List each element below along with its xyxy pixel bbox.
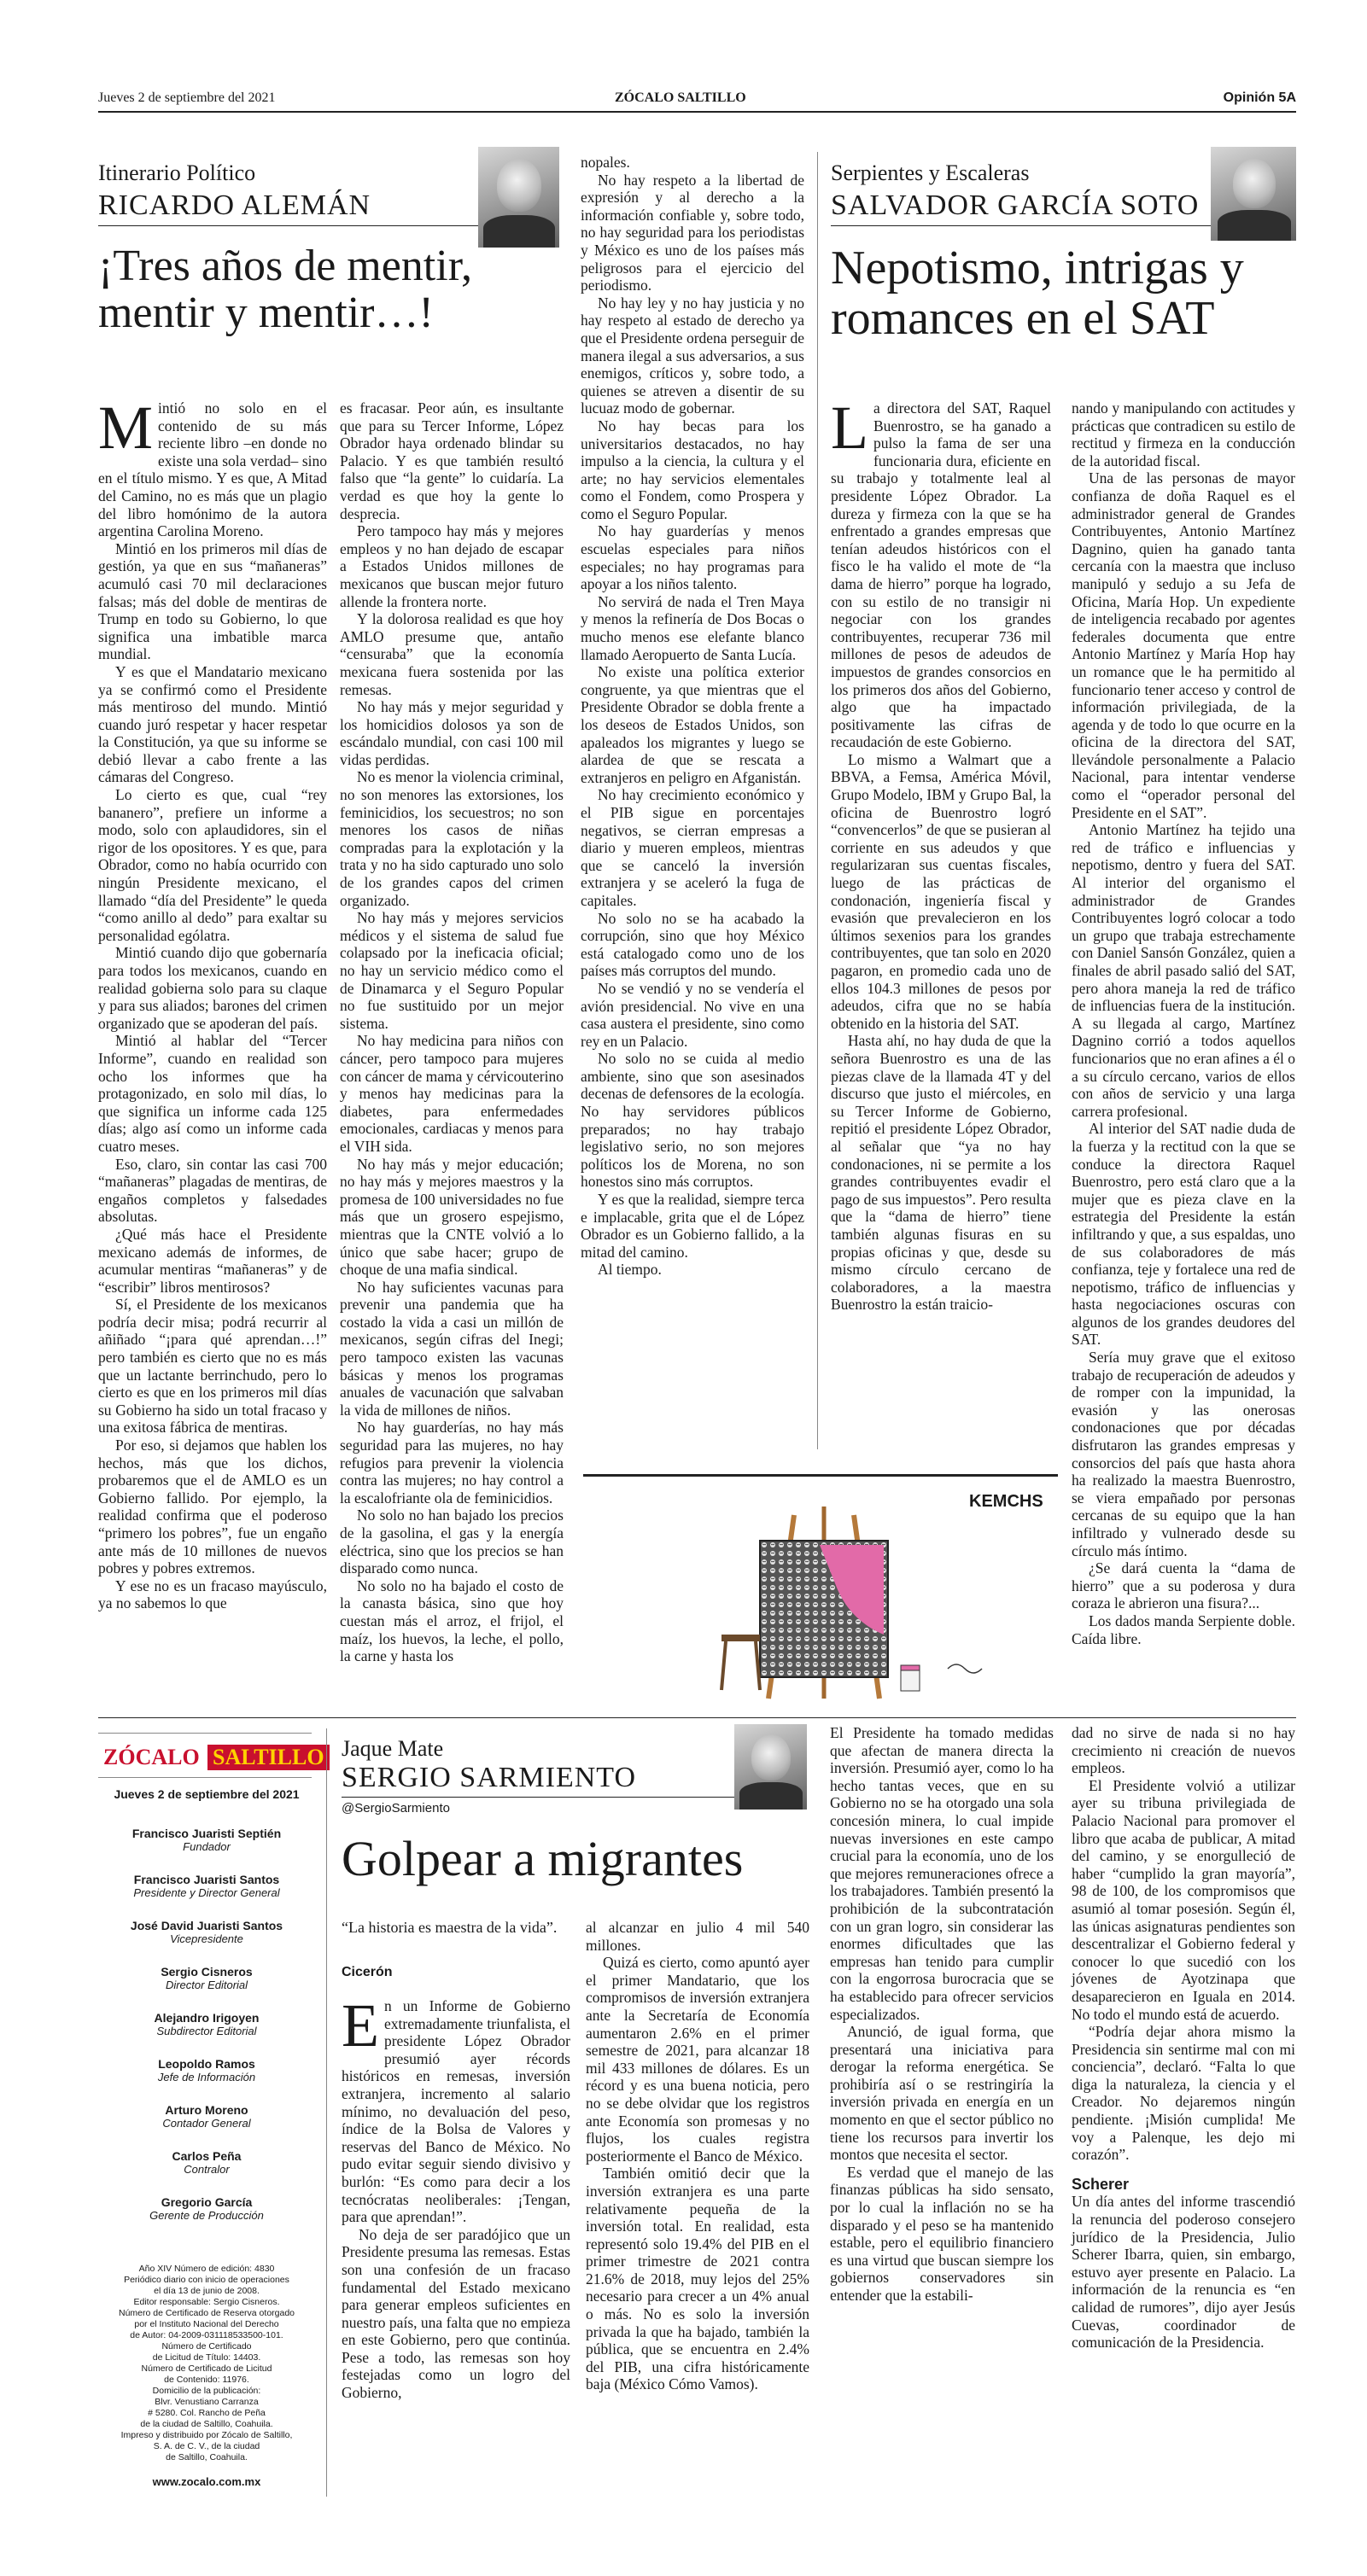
- paragraph: Mintió al hablar del “Tercer Informe”, cuando en realidad son ocho los informes que ha protagonizado, en solo mil días, lo que significa un informe cada 125 días; algo así como un informe cada cuatro meses.: [98, 1032, 327, 1155]
- sarmiento-dropcap: E: [342, 1991, 379, 2060]
- cartoon-artist: KEMCHS: [969, 1492, 1043, 1511]
- logo-saltillo: SALTILLO: [207, 1745, 330, 1770]
- staff-role: Jefe de Información: [157, 2071, 256, 2084]
- legal-line: Domicilio de la publicación:: [152, 2386, 261, 2396]
- paragraph: “Podría dejar ahora mismo la Presidencia sin sentirme mal con mi conciencia”, declaró. “Falta lo que diga la naturaleza, la ciencia y el Creador. No dejaremos ningún pendiente. ¡Misión cumplida! Me voy a Palenque, les dejo mi corazón”.: [1072, 2023, 1295, 2164]
- sarmiento-handle[interactable]: @SergioSarmiento: [342, 1801, 450, 1815]
- sarmiento-section-tag: Jaque Mate: [342, 1736, 444, 1761]
- staff-name: Carlos Peña: [172, 2149, 242, 2163]
- paragraph: Los dados manda Serpiente doble. Caída libre.: [1072, 1611, 1295, 1647]
- legal-line: de Licitud de Título: 14403.: [152, 2352, 261, 2363]
- soto-headline: Nepotismo, intrigas y romances en el SAT: [831, 242, 1244, 345]
- paragraph: Por eso, si dejamos que hablen los hechos, más que los dichos, probaremos que el de AMLO es un Gobierno fallido. Por ejemplo, la realidad confirma que el poderoso “primero los pobres”, fue un engaño ante más de 10 millones de nuevos pobres y pobres extremos.: [98, 1437, 327, 1577]
- paragraph: Hasta ahí, no hay duda de que la señora Buenrostro es una de las piezas clave de la llamada 4T y del discurso que justo el miércoles, en su Tercer Informe de Gobierno, repitió el presidente López Obrador, al señalar que “ya no hay condonaciones, ni se permite a los grandes contribuyentes evadir el pago de sus impuestos”. Pero resulta que la “dama de hierro” tiene también algunas fisuras en su propias oficinas y que, desde su mismo círculo cercano de colaboradores, a la maestra Buenrostro la están traicio-: [831, 1032, 1051, 1314]
- staff-role: Presidente y Director General: [133, 1886, 280, 1899]
- staff-role: Director Editorial: [165, 1979, 248, 1991]
- paragraph: Y ese no es un fracaso mayúsculo, ya no sabemos lo que: [98, 1576, 327, 1612]
- paragraph: Sería muy grave que el exitoso trabajo de recuperación de adeudos y de romper con la impunidad, la evasión y las onerosas condonaciones que por décadas disfrutaron las grandes empresas y consorcios del país que hasta ahora ha realizado la maestra Buenrostro, se viera empañado por personas cercanas de su equipo que la han infiltrado y vulnerado desde su círculo más íntimo.: [1072, 1349, 1295, 1559]
- paragraph: al alcanzar en julio 4 mil 540 millones.: [586, 1919, 809, 1954]
- legal-line: Número de Certificado: [161, 2341, 252, 2352]
- paragraph: No hay más y mejores servicios médicos y el sistema de salud fue colapsado por la ineficacia oficial; no hay un servicio médico como el de Dinamarca y el Seguro Popular no fue sustituido por un mejor sistema.: [340, 909, 564, 1032]
- legal-line: # 5280. Col. Rancho de Peña: [148, 2408, 266, 2418]
- legal-line: Editor responsable: Sergio Cisneros.: [133, 2297, 280, 2307]
- paragraph: No hay suficientes vacunas para prevenir una pandemia que ha costado la vida a casi un millón de mexicanos, según cifras del Inegi; pero tampoco existen las vacunas básicas y menos los programas anuales de vacunación que salvaban la vida de millones de niños.: [340, 1278, 564, 1419]
- paragraph: dad no sirve de nada si no hay crecimiento ni creación de nuevos empleos.: [1072, 1724, 1295, 1777]
- logo-zocalo: ZÓCALO: [103, 1745, 200, 1769]
- soto-column-1: [831, 393, 1052, 1445]
- paragraph: No servirá de nada el Tren Maya y menos la refinería de Dos Bocas o mucho menos ese elefante blanco llamado Aeropuerto de Santa Lucía.: [581, 592, 804, 663]
- paragraph: intió no solo en el contenido de su más reciente libro –en donde no existe una sola verdad– sino en el título mismo. Y es que, A Mitad del Camino, no es más que un plagio del libro homónimo de la autora argentina Carolina Moreno.: [98, 399, 327, 540]
- aleman-column-3: [581, 154, 804, 1464]
- paragraph: Sí, el Presidente de los mexicanos podría decir misa; podrá recurrir al añiñado “¡para qué aprendan…!” pero también es cierto que no es más que un lactante berrinchudo, pero lo cierto es que en los primeros mil días su Gobierno ha sido un total fracaso y una exitosa fábrica de mentiras.: [98, 1296, 327, 1437]
- paragraph: Y la dolorosa realidad es que hoy AMLO presume que, antaño “censuraba” que la economía mexicana fuera sostenida por las remesas.: [340, 610, 564, 698]
- sarmiento-author-name: SERGIO SARMIENTO: [342, 1762, 637, 1793]
- page-header: [98, 90, 1296, 111]
- paragraph: nando y manipulando con actitudes y prácticas que contradicen su estilo de rectitud y firmeza en la conducción de la autoridad fiscal.: [1072, 399, 1295, 469]
- header-rule: [98, 111, 1296, 113]
- paragraph: No hay más y mejor seguridad y los homicidios dolosos ya son de escándalo mundial, con casi 100 mil vidas perdidas.: [340, 698, 564, 768]
- staff-name: Leopoldo Ramos: [158, 2057, 255, 2071]
- paragraph: No solo no se ha acabado la corrupción, sino que hoy México está catalogado como uno de los países más corruptos del mundo.: [581, 909, 804, 980]
- staff-name: Gregorio García: [161, 2195, 253, 2209]
- paragraph: ¿Se dará cuenta la “dama de hierro” que a su poderosa y dura coraza le abrieron una fisura?...: [1072, 1559, 1295, 1612]
- header-date: Jueves 2 de septiembre del 2021: [98, 90, 276, 105]
- sarmiento-column-3: [830, 1724, 1054, 2501]
- header-paper-name: ZÓCALO SALTILLO: [615, 90, 746, 105]
- staff-name: Arturo Moreno: [165, 2103, 248, 2117]
- masthead-divider: [326, 1728, 327, 2497]
- staff-role: Contador General: [162, 2117, 251, 2130]
- paragraph: No solo no han bajado los precios de la gasolina, el gas y la energía eléctrica, sino que los precios se han disparado como nunca.: [340, 1507, 564, 1577]
- masthead-top-rule: [98, 1733, 312, 1734]
- aleman-author-photo: [478, 147, 559, 248]
- legal-line: de Saltillo, Coahuila.: [166, 2452, 248, 2462]
- masthead-staff-entry: [96, 1919, 318, 1945]
- staff-role: Subdirector Editorial: [156, 2025, 257, 2037]
- paragraph: Y es que la realidad, siempre terca e implacable, grita que el de López Obrador es un Gobierno fallido, a la mitad del camino.: [581, 1191, 804, 1261]
- paragraph: El Presidente volvió a utilizar ayer su tribuna privilegiada de Palacio Nacional para promover el libro que acaba de publicar, A mitad del camino, y se enorgulleció de haber “cumplido la gran mayoría”, 98 de 100, de los compromisos que asumió al tomar posesión. Según él, las únicas asignaturas pendientes son descentralizar el Gobierno federal y conocer lo que sucedió con los jóvenes de Ayotzinapa que desaparecieron en Iguala en 2014. No todo el mundo está de acuerdo.: [1072, 1776, 1295, 2023]
- paragraph: No hay ley y no hay justicia y no hay respeto al estado de derecho ya que el Presidente ordena perseguir de manera ilegal a sus adversarios, a sus enemigos, críticos y, sobre todo, a quienes se atreven a disentir de su lucuaz modo de gobernar.: [581, 294, 804, 417]
- soto-section-tag: Serpientes y Escaleras: [831, 160, 1030, 185]
- paragraph: Mintió en los primeros mil días de gestión, ya que en sus “mañaneras” acumuló casi 70 mil declaraciones falsas; más del doble de mentiras de Trump en todo su Gobierno, lo que significa una imbatible marca mundial.: [98, 539, 327, 663]
- paragraph: No solo no se cuida al medio ambiente, sino que son asesinados decenas de defensores de la ecología. No hay servidores públicos preparados; no hay trabajo legislativo serio, no son mejores políticos los de Morena, no son honestos sino más corruptos.: [581, 1050, 804, 1191]
- paragraph: No hay guarderías y menos escuelas especiales para niños especiales; no hay programas para apoyar a los niños talento.: [581, 522, 804, 593]
- paragraph: ¿Qué más hace el Presidente mexicano además de informes, de acumular mentiras “mañaneras” y de “escribir” libros mentirosos?: [98, 1225, 327, 1296]
- paragraph: n un Informe de Gobierno extremadamente triunfalista, el presidente López Obrador presumió ayer récords históricos en remesas, inversión extranjera, incremento al salario mínimo, no devaluación del peso, índice de la Bolsa de Valores y reservas del Banco de México. No pudo evitar seguir siendo divisivo y burlón: “Es como para decir a los tecnócratas neoliberales: ¡Tengan, para que aprendan!”.: [342, 1997, 570, 2226]
- aleman-section-tag: Itinerario Político: [98, 160, 256, 185]
- staff-role: Contralor: [184, 2163, 230, 2176]
- legal-line: S. A. de C. V., de la ciudad: [153, 2441, 260, 2451]
- paragraph: Al tiempo.: [598, 1261, 662, 1279]
- masthead-staff-entry: [96, 1873, 318, 1899]
- aleman-column-1: [98, 393, 327, 1637]
- paragraph: No hay becas para los universitarios destacados, no hay impulso a la ciencia, la cultura y el arte; no hay servicios elementales como el Fondem, como Prospera y como el Seguro Popular.: [581, 417, 804, 522]
- legal-line: Número de Certificado de Licitud: [141, 2363, 272, 2374]
- paragraph: Eso, claro, sin contar las casi 700 “mañaneras” plagadas de mentiras, de engaños completos y falsedades absolutas.: [98, 1155, 327, 1226]
- soto-column-2: [1072, 399, 1295, 1647]
- staff-role: Gerente de Producción: [149, 2209, 264, 2222]
- paragraph: Mintió cuando dijo que gobernaría para todos los mexicanos, cuando en realidad gobierna solo para su claque y para sus aliados; barones del crimen organizado que se apoderan del país.: [98, 944, 327, 1032]
- masthead-date: Jueves 2 de septiembre del 2021: [114, 1787, 300, 1801]
- masthead-staff-entry: [96, 2103, 318, 2130]
- masthead-legal: [96, 2264, 318, 2463]
- staff-name: Alejandro Irigoyen: [154, 2011, 260, 2025]
- paragraph: No hay guarderías, no hay más seguridad para las mujeres, no hay refugios para prevenir la violencia contra las mujeres; no hay control a la escalofriante ola de feminicidios.: [340, 1419, 564, 1507]
- masthead-staff-entry: [96, 1827, 318, 1853]
- paragraph: es fracasar. Peor aún, es insultante que para su Tercer Informe, López Obrador haya ordenado blindar su Palacio. Y es que también resultó falso que “la gente” lo cuidaría. La verdad es que hoy la gente lo desprecia.: [340, 399, 564, 522]
- masthead-staff-entry: [96, 2011, 318, 2037]
- sarmiento-column-2: [586, 1919, 809, 2499]
- legal-line: por el Instituto Nacional del Derecho: [134, 2319, 279, 2329]
- legal-line: Periódico diario con inicio de operaciones: [124, 2275, 289, 2285]
- staff-role: Fundador: [183, 1840, 231, 1853]
- legal-line: Impreso y distribuido por Zócalo de Saltillo,: [120, 2430, 293, 2440]
- paragraph: nopales.: [581, 154, 630, 171]
- paragraph: No hay medicina para niños con cáncer, pero tampoco para mujeres con cáncer de mama y cérvicouterino y menos hay medicinas para la diabetes, para enfermedades emocionales, cardiacas y menos para el VIH sida.: [340, 1032, 564, 1155]
- paragraph: No es menor la violencia criminal, no son menores las extorsiones, los feminicidios, los secuestros; no son menores los casos de niñas compradas para la explotación y la trata y no ha sido capturado uno solo de los grandes capos del crimen organizado.: [340, 768, 564, 909]
- soto-author-name: SALVADOR GARCÍA SOTO: [831, 189, 1200, 221]
- soto-dropcap: L: [831, 393, 868, 462]
- paragraph: No existe una política exterior congruente, ya que mientras que el Presidente Obrador se dobla frente a los deseos de Estados Unidos, son apaleados los migrantes y luego se alardea de que se rescata a extranjeros en peligro en Afganistán.: [581, 663, 804, 786]
- paragraph: No solo no ha bajado el costo de la canasta básica, sino que hoy cuestan más el arroz, el frijol, el maíz, los huevos, la leche, el pollo, la carne y hasta los: [340, 1576, 564, 1665]
- paragraph: No deja de ser paradójico que un Presidente presuma las remesas. Estas son una confesión de un fracaso fundamental del Estado mexicano para generar empleos suficientes en nuestro país, una falta que no empieza en este Gobierno, pero que continúa. Pese a todo, las remesas son hoy festejadas como un logro del Gobierno,: [342, 2225, 570, 2402]
- paragraph: Lo cierto es que, cual “rey bananero”, prefiere un informe a modo, solo con aplaudidores, sin el rigor de los opositores. Y es que, para Obrador, como no había ocurrido con ningún Presidente mexicano, el llamado “día del Presidente” le queda “como anillo al dedo” para exaltar su personalidad ególatra.: [98, 786, 327, 944]
- paragraph: No hay respeto a la libertad de expresión y al derecho a la información confiable y, sobre todo, no hay seguridad para los periodistas y México es uno de los países más peligrosos para el ejercicio del periodismo.: [581, 171, 804, 294]
- paragraph: Y es que el Mandatario mexicano ya se confirmó como el Presidente más mentiroso del mundo. Mintió cuando juró respetar y hacer respetar la Constitución, ya que su informe se debió llevar a cabo frente a las cámaras del Congreso.: [98, 662, 327, 786]
- staff-name: Francisco Juaristi Santos: [133, 1873, 280, 1886]
- legal-line: Blvr. Venustiano Carranza: [155, 2397, 259, 2407]
- legal-line: Año XIV Número de edición: 4830: [138, 2264, 275, 2274]
- legal-line: el día 13 de junio de 2008.: [154, 2286, 260, 2296]
- sarmiento-epigraph: [342, 1919, 570, 1955]
- legal-line: de Autor: 04-2009-031118533500-101.: [130, 2330, 283, 2340]
- paragraph: Anunció, de igual forma, que presentará una iniciativa para derogar la reforma energética. Se prohibiría así o se restringiría la inversión privada en energía en un momento en que el sector público no tiene los recursos para invertir los montos que necesita el sector.: [830, 2023, 1054, 2164]
- legal-line: de la ciudad de Saltillo, Coahuila.: [140, 2419, 273, 2429]
- cartoon-rule: [583, 1474, 1058, 1477]
- legal-line: de Contenido: 11976.: [164, 2375, 249, 2385]
- paragraph: No hay más y mejor educación; no hay más y mejores maestros y la promesa de 100 universidades no fue más que un grosero espejismo, mientras que la CNTE volvió a lo único que sabe hacer; grupo de choque de una mafia sindical.: [340, 1155, 564, 1279]
- paragraph: Es verdad que el manejo de las finanzas públicas ha sido sensato, por lo cual la inflación no se ha disparado y el peso se ha mantenido estable, pero el equilibrio financiero es una virtud que buscan siempre los gobiernos conservadores sin entender que la estabili-: [830, 2163, 1054, 2304]
- aleman-column-2: [340, 399, 564, 1665]
- staff-name: José David Juaristi Santos: [130, 1919, 283, 1932]
- paragraph: No hay crecimiento económico y el PIB sigue en porcentajes negativos, se cierran empresas a diario y mueren empleos, mientras que se canceló la inversión extranjera y se aceleró la fuga de capitales.: [581, 786, 804, 909]
- column-divider: [817, 152, 818, 1449]
- soto-author-photo: [1211, 147, 1296, 241]
- paragraph: También omitió decir que la inversión extranjera es una parte relativamente pequeña de la inversión total. En realidad, esta representó solo 19.4% del PIB en el primer trimestre de 2021 contra 21.6% de 2018, muy lejos del 25% necesario para crecer a un 4% anual o más. No es solo la inversión privada la que ha bajado, también la pública, que se encuentra en 2.4% del PIB, una cifra históricamente baja (México Cómo Vamos).: [586, 2165, 809, 2393]
- sarmiento-author-photo: [734, 1724, 807, 1810]
- sarmiento-column-1: [342, 1991, 570, 2501]
- masthead-logo-rule: [98, 1777, 312, 1778]
- paragraph: Una de las personas de mayor confianza de doña Raquel es el administrador general de Grandes Contribuyentes, Antonio Martínez Dagnino, quien ha ganado tanta cercanía con la maestra que incluso manipuló y sedujo a su Jefa de Oficina, María Hop. Un expediente de inteligencia recabado por agentes federales documenta que entre Antonio Martínez y María Hop hay un romance que le ha permitido al funcionario tener acceso y control de información privilegiada, de la agenda y de todo lo que ocurre en la oficina de la directora del SAT, llevándole personalmente a Palacio Nacional, para intentar venderse como el “operador personal del Presidente en el SAT”.: [1072, 469, 1295, 821]
- epigraph-quote: “La historia es maestra de la vida”.: [342, 1919, 558, 1936]
- staff-name: Sergio Cisneros: [161, 1965, 253, 1979]
- masthead-staff-entry: [96, 2149, 318, 2176]
- paragraph: Un día antes del informe trascendió la renuncia del poderoso consejero jurídico de la Presidencia, Julio Scherer Ibarra, quien, sin embargo, estuvo ayer presente en Palacio. La información de la renuncia es “en calidad de rumores”, dijo ayer Jesús Cuevas, coordinador de comunicación de la Presidencia.: [1072, 2193, 1295, 2352]
- paragraph: Quizá es cierto, como apuntó ayer el primer Mandatario, que los compromisos de inversión extranjera ante la Secretaría de Economía aumentaron 2.6% en el primer semestre de 2021, para alcanzar 18 mil 433 millones de dólares. Es un récord y es una buena noticia, pero no se debe olvidar que los registros ante Economía son promesas y no flujos, los cuales registra posteriormente el Banco de México.: [586, 1954, 809, 2165]
- cartoon-illustration: [717, 1507, 1008, 1703]
- masthead-logo: [98, 1741, 324, 1772]
- masthead-staff-entry: [96, 1965, 318, 1991]
- paragraph: Pero tampoco hay más y mejores empleos y no han dejado de escapar a Estados Unidos millones de mexicanos que buscan mejor futuro allende la frontera norte.: [340, 522, 564, 610]
- sarmiento-column-4: [1072, 1724, 1295, 2501]
- masthead-staff-entry: [96, 2057, 318, 2084]
- masthead-staff-entry: [96, 2195, 318, 2222]
- epigraph-author: Cicerón: [342, 1965, 393, 1979]
- staff-name: Francisco Juaristi Septién: [131, 1827, 282, 1840]
- sarmiento-subhead: Scherer: [1072, 2175, 1130, 2193]
- paragraph: Lo mismo a Walmart que a BBVA, a Femsa, América Móvil, Grupo Modelo, IBM y Grupo Bal, la oficina de Buenrostro logró “convencerlos” de que se pusieran al corriente en sus adeudos y que regularizaran sus cuentas fiscales, luego de las prácticas de condonación, ingeniería fiscal y evasión que prevalecieron en los últimos sexenios para los grandes contribuyentes, que tan solo en 2020 pagaron, en promedio cada uno de ellos 104.3 millones de pesos por adeudos, cifra que no se había obtenido en la historia del SAT.: [831, 750, 1052, 1032]
- sarmiento-headline: Golpear a migrantes: [342, 1831, 744, 1886]
- aleman-headline: ¡Tres años de mentir, mentir y mentir…!: [98, 242, 472, 337]
- page-section-divider: [98, 1717, 1296, 1718]
- header-section: Opinión 5A: [1223, 90, 1296, 105]
- masthead-website[interactable]: www.zocalo.com.mx: [152, 2475, 261, 2488]
- staff-role: Vicepresidente: [170, 1932, 243, 1945]
- paragraph: a directora del SAT, Raquel Buenrostro, se ha ganado a pulso la fama de ser una funcionaria dura, eficiente en su trabajo y totalmente leal al presidente López Obrador. La dureza y firmeza con la que se ha enfrentado a grandes empresas que tenían adeudos históricos con el fisco le ha valido el mote de “la dama de hierro” porque ha logrado, con su estilo de no transigir ni negociar con los grandes contribuyentes, recuperar 736 mil millones de pesos de adeudos de impuestos de grandes consorcios en los primeros dos años del Gobierno, algo que ha impactado positivamente las cifras de recaudación de este Gobierno.: [831, 399, 1051, 751]
- paragraph: No se vendió y no se vendería el avión presidencial. No vive en una casa austera el presidente, sino como rey en un Palacio.: [581, 979, 804, 1050]
- aleman-dropcap: M: [98, 393, 154, 462]
- paragraph: Al interior del SAT nadie duda de la fuerza y la rectitud con la que se conduce la directora Raquel Buenrostro, pero está claro que a la mujer que es pieza clave en la estrategia del Presidente la están infiltrando y que, a sus espaldas, uno de sus colaboradores de más confianza, teje y fortalece una red de nepotismo, tráfico de influencias y hasta negociaciones oscuras con algunos de los grandes deudores del SAT.: [1072, 1120, 1295, 1349]
- legal-line: Número de Certificado de Reserva otorgado: [118, 2308, 295, 2318]
- paragraph: El Presidente ha tomado medidas que afectan de manera directa la inversión. Presumió ayer, como lo ha hecho tantas veces, que en su Gobierno no se ha otorgado una sola concesión minera, lo cual impide nuevas inversiones en este campo crucial para la economía, uno de los que mejores remuneraciones ofrece a los trabajadores. También presentó la prohibición de la subcontratación con un gran logro, sin considerar las enormes dificultades que las empresas han tenido para cumplir con la engorrosa burocracia que se ha establecido para ofrecer servicios especializados.: [830, 1724, 1054, 2023]
- aleman-author-name: RICARDO ALEMÁN: [98, 189, 371, 221]
- paragraph: Antonio Martínez ha tejido una red de tráfico e influencias y nepotismo, dentro y fuera del SAT. Al interior del organismo el administrador de Grandes Contribuyentes logró colocar a todo un grupo que trabaja estrechamente con Daniel Sansón González, quien a finales de abril pasado salió del SAT, pero ahora maneja la red de tráfico de influencias fuera de la institución. A su llegada al cargo, Martínez Dagnino corrió a todos aquellos funcionarios que no eran afines a él o a su círculo cercano, varios de ellos con años de servicio y una larga carrera profesional.: [1072, 821, 1295, 1120]
